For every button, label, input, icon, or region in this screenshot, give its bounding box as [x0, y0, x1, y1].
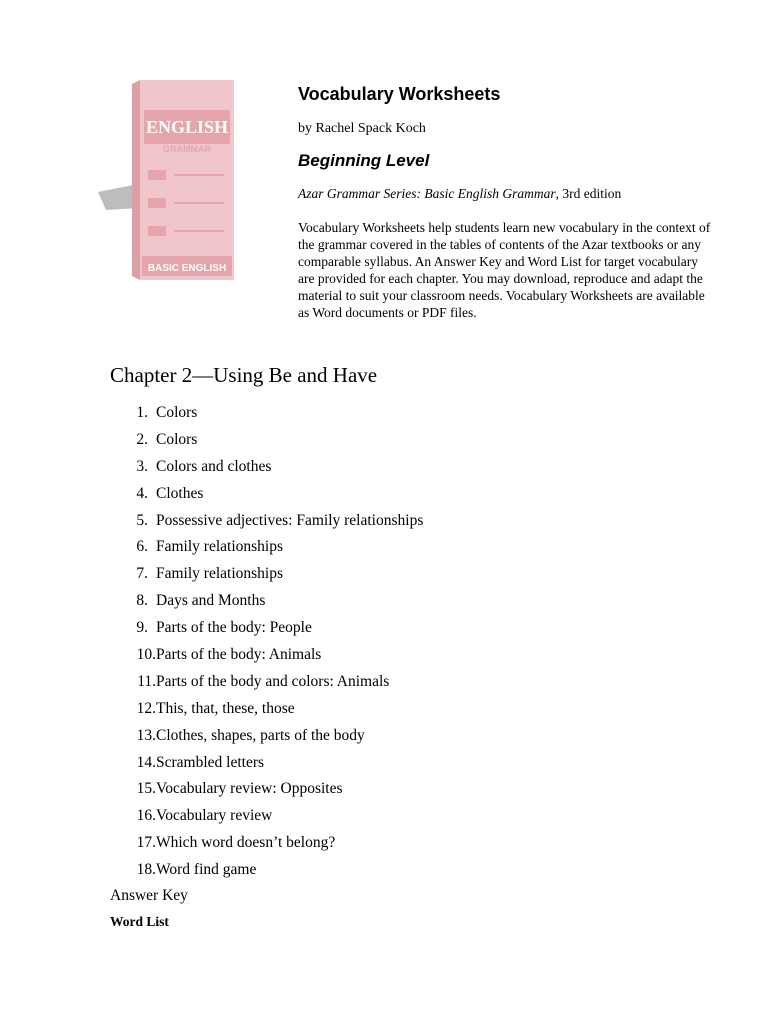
chapter-title: Chapter 2—Using Be and Have: [110, 363, 378, 387]
worksheet-list-item[interactable]: [110, 725, 670, 752]
cover-title-line2: GRAMMAR: [163, 144, 211, 154]
worksheet-number: 7.: [136, 565, 148, 583]
worksheet-number: 6.: [136, 538, 148, 556]
worksheet-label: Clothes: [156, 484, 204, 502]
worksheet-label: Parts of the body and colors: Animals: [156, 672, 390, 690]
worksheet-list-item[interactable]: [110, 536, 670, 563]
worksheet-label: Clothes, shapes, parts of the body: [156, 726, 365, 744]
cover-title-line1: ENGLISH: [145, 117, 229, 137]
worksheet-list-item[interactable]: [110, 859, 670, 886]
worksheet-list-item[interactable]: [110, 483, 670, 510]
worksheet-label: Possessive adjectives: Family relationships: [156, 511, 424, 529]
cover-spine: [132, 80, 140, 280]
worksheet-number: 13.: [136, 726, 156, 744]
worksheet-number: 8.: [136, 592, 148, 610]
worksheet-list-item[interactable]: [110, 671, 670, 698]
worksheet-label: Word find game: [156, 861, 257, 879]
worksheet-number: 14.: [136, 753, 156, 771]
word-list-link[interactable]: Word List: [110, 914, 169, 929]
series-title: Azar Grammar Series: Basic English Grammar: [298, 186, 556, 201]
worksheet-list-item[interactable]: [110, 752, 670, 779]
worksheet-label: Colors: [156, 430, 198, 448]
cover-bottom-text: BASIC ENGLISH: [147, 263, 227, 274]
worksheet-list-item[interactable]: [110, 429, 670, 456]
worksheet-label: Colors: [156, 404, 198, 421]
series-edition: , 3rd edition: [555, 186, 622, 201]
worksheet-label: Vocabulary review: Opposites: [156, 780, 343, 798]
worksheet-number: 11.: [137, 672, 156, 690]
page-title: Vocabulary Worksheets: [298, 84, 501, 104]
book-cover-svg: [98, 80, 238, 282]
worksheet-list-item[interactable]: [110, 832, 670, 859]
worksheet-number: 5.: [136, 511, 148, 529]
worksheet-list-item[interactable]: [110, 805, 670, 832]
worksheet-number: 4.: [136, 484, 148, 502]
worksheet-number: 9.: [136, 619, 148, 637]
worksheet-list-item[interactable]: [110, 617, 670, 644]
worksheet-number: 12.: [136, 699, 156, 717]
worksheet-number: 17.: [136, 834, 156, 852]
worksheet-list: [110, 402, 670, 886]
worksheet-list-item[interactable]: [110, 456, 670, 483]
worksheet-label: Parts of the body: Animals: [156, 646, 322, 664]
description-paragraph: Vocabulary Worksheets help students learn new vocabulary in the context of the grammar covered in the tables of contents of the Azar textbooks or any comparable syllabus. An Answer Key and Word List for target vocabulary are provided for each chapter. You may download, reproduce and adapt the material to suit your classroom needs. Vocabulary Worksheets are available as Word documents or PDF files.: [298, 220, 711, 320]
worksheet-number: 18.: [136, 861, 156, 879]
worksheet-label: Scrambled letters: [156, 753, 265, 771]
cover-mark-3: [148, 226, 166, 236]
level-heading: Beginning Level: [298, 151, 430, 170]
worksheet-number: 10.: [136, 646, 156, 664]
worksheet-number: 15.: [136, 780, 156, 798]
worksheet-label: Parts of the body: People: [156, 619, 312, 637]
worksheet-label: This, that, these, those: [156, 699, 295, 717]
cover-mark-1: [148, 170, 166, 180]
worksheet-label: Colors and clothes: [156, 457, 272, 475]
worksheet-list-item[interactable]: [110, 510, 670, 537]
author-line: by Rachel Spack Koch: [298, 121, 426, 136]
worksheet-list-item[interactable]: [110, 698, 670, 725]
book-cover-image: [98, 80, 238, 282]
worksheet-label: Which word doesn’t belong?: [156, 834, 336, 852]
worksheet-list-item[interactable]: [110, 563, 670, 590]
worksheet-number: 2.: [136, 430, 148, 448]
worksheet-label: Vocabulary review: [156, 807, 273, 825]
series-line: [298, 186, 718, 202]
worksheet-list-item[interactable]: [110, 590, 670, 617]
worksheet-list-item[interactable]: [110, 778, 670, 805]
worksheet-number: 16.: [136, 807, 156, 825]
worksheet-list-item[interactable]: [110, 644, 670, 671]
header-block: [298, 82, 718, 321]
worksheet-number: 1.: [136, 404, 148, 421]
answer-key-link[interactable]: Answer Key: [110, 887, 188, 904]
worksheet-number: 3.: [136, 457, 148, 475]
worksheet-list-item[interactable]: [110, 402, 670, 429]
cover-mark-2: [148, 198, 166, 208]
worksheet-label: Days and Months: [156, 592, 266, 610]
worksheet-label: Family relationships: [156, 565, 284, 583]
worksheet-label: Family relationships: [156, 538, 284, 556]
